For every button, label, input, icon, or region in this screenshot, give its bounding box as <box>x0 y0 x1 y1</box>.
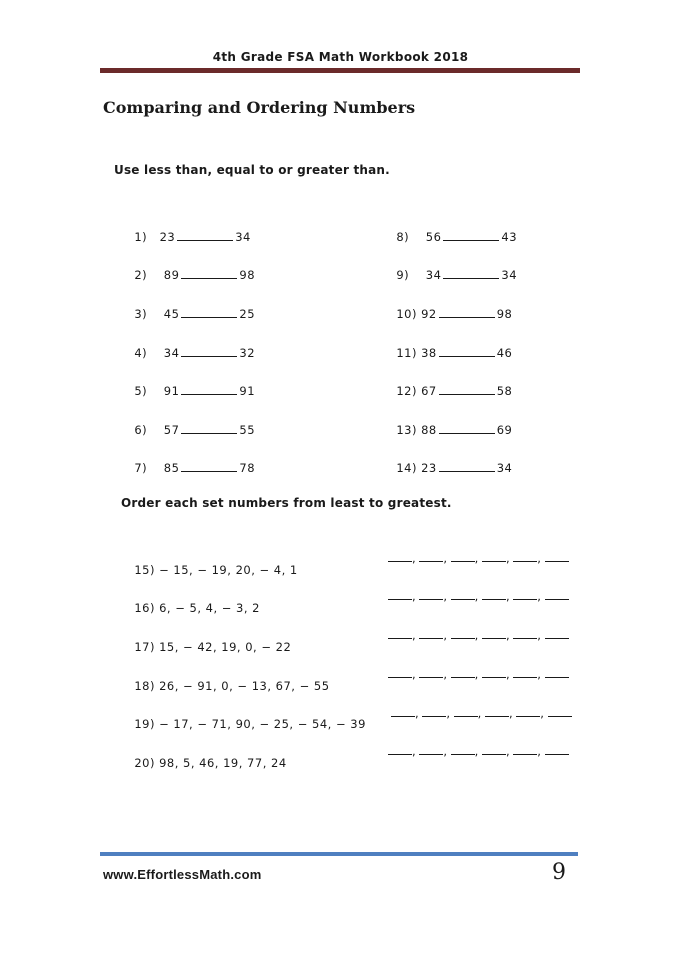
answer-blank[interactable] <box>439 384 495 395</box>
left-value: 85 <box>163 461 180 475</box>
problem-number: 4) <box>134 346 148 360</box>
problem-number: 18) <box>134 679 155 693</box>
right-value: 91 <box>239 384 256 398</box>
answer-blank[interactable] <box>181 384 237 395</box>
left-value: 88 <box>421 423 437 437</box>
left-value: 45 <box>163 307 180 321</box>
problem-number: 16) <box>134 601 155 615</box>
answer-blank[interactable] <box>181 346 237 357</box>
compare-problem <box>388 370 512 398</box>
answer-blank[interactable] <box>443 230 499 241</box>
problem-number: 12) <box>396 384 417 398</box>
order-problem <box>126 549 298 577</box>
left-value: 34 <box>425 268 442 282</box>
order-answer-blanks[interactable]: , , , , , <box>391 705 572 720</box>
order-answer-blanks[interactable]: , , , , , <box>388 743 569 758</box>
answer-blank[interactable] <box>181 268 237 279</box>
order-problem <box>126 742 287 770</box>
problem-number: 1) <box>134 230 148 244</box>
compare-instruction: Use less than, equal to or greater than. <box>114 163 390 177</box>
right-value: 98 <box>496 307 513 321</box>
left-value: 34 <box>163 346 180 360</box>
number-set: 26, − 91, 0, − 13, 67, − 55 <box>159 679 330 693</box>
right-value: 78 <box>239 461 256 475</box>
header-divider <box>100 68 580 73</box>
problem-number: 5) <box>134 384 148 398</box>
order-answer-blanks[interactable]: , , , , , <box>388 627 569 642</box>
left-value: 67 <box>421 384 437 398</box>
order-problem <box>126 626 291 654</box>
right-value: 25 <box>239 307 256 321</box>
left-value: 89 <box>163 268 180 282</box>
problem-number: 10) <box>396 307 417 321</box>
order-answer-blanks[interactable]: , , , , , <box>388 666 569 681</box>
section-title: Comparing and Ordering Numbers <box>103 98 416 117</box>
compare-problem <box>388 447 512 475</box>
order-problem <box>126 587 260 615</box>
problem-number: 7) <box>134 461 148 475</box>
compare-problem <box>126 370 255 398</box>
problem-number: 14) <box>396 461 417 475</box>
answer-blank[interactable] <box>439 423 495 434</box>
right-value: 34 <box>496 461 513 475</box>
compare-problem <box>126 332 255 360</box>
answer-blank[interactable] <box>181 307 237 318</box>
problem-number: 2) <box>134 268 148 282</box>
number-set: 98, 5, 46, 19, 77, 24 <box>159 756 287 770</box>
left-value: 38 <box>421 346 437 360</box>
left-value: 23 <box>421 461 437 475</box>
compare-problem <box>388 216 517 244</box>
compare-problem <box>388 254 517 282</box>
left-value: 92 <box>421 307 437 321</box>
problem-number: 20) <box>134 756 155 770</box>
problem-number: 19) <box>134 717 155 731</box>
compare-problem <box>126 293 255 321</box>
footer-divider <box>100 852 578 856</box>
answer-blank[interactable] <box>177 230 233 241</box>
right-value: 55 <box>239 423 256 437</box>
number-set: − 17, − 71, 90, − 25, − 54, − 39 <box>159 717 366 731</box>
compare-problem <box>388 332 512 360</box>
compare-problem <box>126 447 255 475</box>
problem-number: 17) <box>134 640 155 654</box>
problem-number: 6) <box>134 423 148 437</box>
left-value: 57 <box>163 423 180 437</box>
compare-problem <box>126 409 255 437</box>
compare-problem <box>126 254 255 282</box>
number-set: 15, − 42, 19, 0, − 22 <box>159 640 292 654</box>
order-instruction: Order each set numbers from least to greatest. <box>121 496 452 510</box>
compare-problem <box>388 293 512 321</box>
answer-blank[interactable] <box>439 307 495 318</box>
left-value: 56 <box>425 230 442 244</box>
answer-blank[interactable] <box>439 346 495 357</box>
order-problem <box>126 703 366 731</box>
right-value: 69 <box>496 423 513 437</box>
answer-blank[interactable] <box>181 423 237 434</box>
order-problem <box>126 665 330 693</box>
right-value: 46 <box>496 346 513 360</box>
right-value: 43 <box>501 230 518 244</box>
problem-number: 3) <box>134 307 148 321</box>
right-value: 58 <box>496 384 513 398</box>
order-answer-blanks[interactable]: , , , , , <box>388 550 569 565</box>
answer-blank[interactable] <box>443 268 499 279</box>
compare-problem <box>388 409 512 437</box>
right-value: 34 <box>501 268 518 282</box>
left-value: 91 <box>163 384 180 398</box>
answer-blank[interactable] <box>439 461 495 472</box>
right-value: 98 <box>239 268 256 282</box>
problem-number: 8) <box>396 230 410 244</box>
problem-number: 13) <box>396 423 417 437</box>
number-set: 6, − 5, 4, − 3, 2 <box>159 601 261 615</box>
right-value: 34 <box>235 230 251 244</box>
problem-number: 11) <box>396 346 417 360</box>
order-answer-blanks[interactable]: , , , , , <box>388 588 569 603</box>
problem-number: 9) <box>396 268 410 282</box>
page-number: 9 <box>552 860 566 885</box>
left-value: 23 <box>159 230 176 244</box>
header-title: 4th Grade FSA Math Workbook 2018 <box>212 50 469 64</box>
number-set: − 15, − 19, 20, − 4, 1 <box>159 563 298 577</box>
right-value: 32 <box>239 346 256 360</box>
problem-number: 15) <box>134 563 155 577</box>
footer-url[interactable]: www.EffortlessMath.com <box>103 867 262 882</box>
answer-blank[interactable] <box>181 461 237 472</box>
compare-problem <box>126 216 251 244</box>
